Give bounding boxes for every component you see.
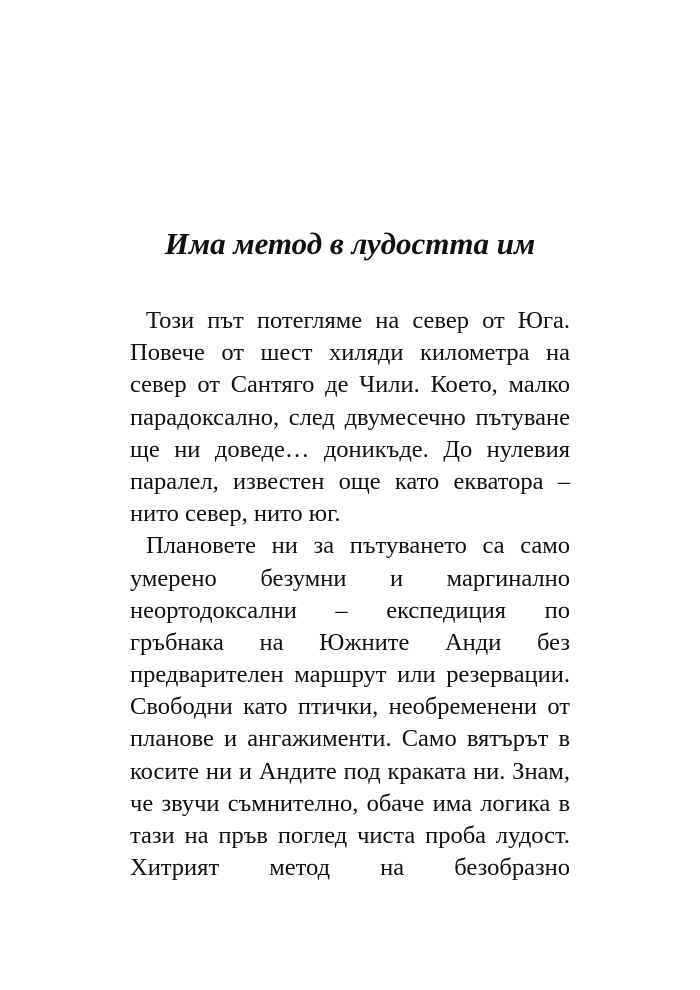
text-line: гръбнака на Южните Анди без [130,628,570,656]
text-line: косите ни и Андите под краката ни. Знам, [130,757,571,785]
text-line: Плановете ни за пътуването са само [146,532,570,560]
text-line: предварителен маршрут или резервации. [130,661,571,689]
text-line: парадоксално, след двумесечно пътуване [130,403,570,431]
text-line: Повече от шест хиляди километра на [130,339,571,367]
text-line: Свободни като птички, необременени от [130,693,570,721]
text-line: север от Сантяго де Чили. Което, малко [130,371,571,399]
paragraph-1 [130,305,570,530]
text-line: ще ни доведе… доникъде. До нулевия [130,435,570,463]
text-line: Този път потегляме на север от Юга. [146,307,571,334]
text-line: нито север, нито юг. [130,500,341,528]
text-line: Хитрият метод на безобразно [130,854,570,882]
chapter-title: Има метод в лудостта им [164,226,536,261]
text-line: че звучи съмнително, обаче има логика в [130,789,571,817]
text-line: тази на пръв поглед чиста проба лудост. [130,822,571,849]
text-line: паралел, известен още като екватора – [130,467,571,495]
paragraph-2 [130,530,570,884]
chapter-body [130,305,570,884]
text-line: умерено безумни и маргинално [130,564,571,592]
text-line: планове и ангажименти. Само вятърът в [130,725,571,753]
text-line: неортодоксални – експедиция по [130,596,570,624]
